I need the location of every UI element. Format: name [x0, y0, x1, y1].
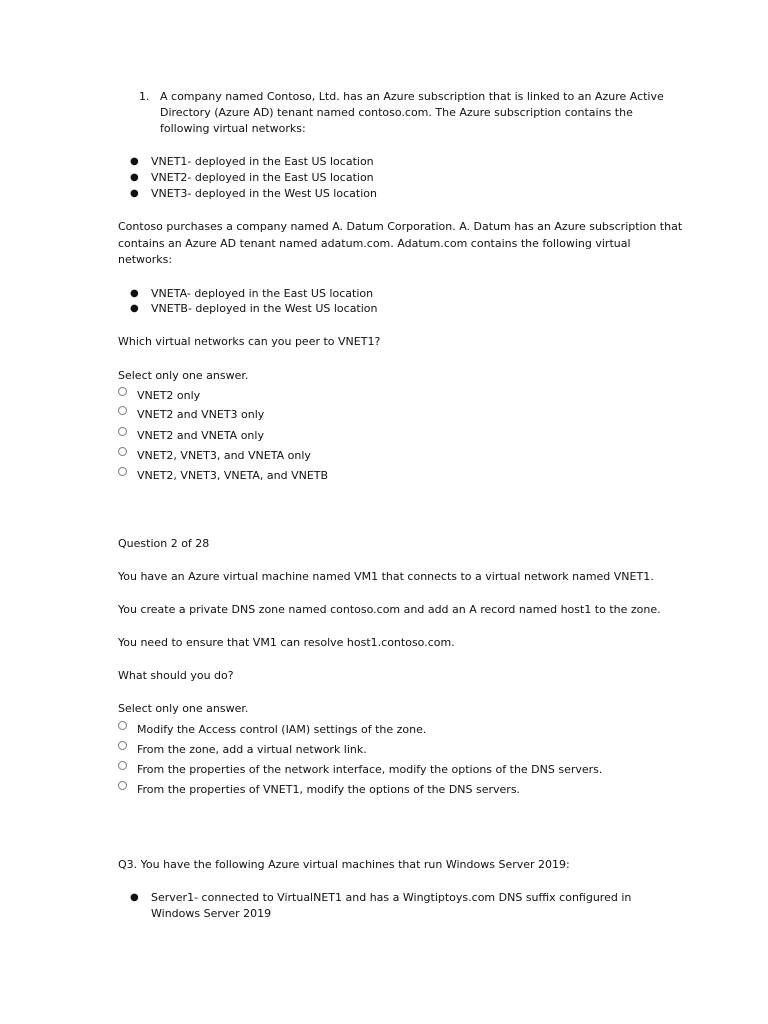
radio-button[interactable]	[118, 781, 127, 790]
q1-question: Which virtual networks can you peer to VNET1?	[118, 335, 381, 348]
q1-bullet-2: VNET2- deployed in the East US location	[151, 171, 374, 184]
q2-instruction: Select only one answer.	[118, 702, 249, 715]
q1-option-5[interactable]: VNET2, VNET3, VNETA, and VNETB	[137, 469, 329, 482]
q1-para-line-3: networks:	[118, 253, 173, 266]
q1-bullet2-1: VNETA- deployed in the East US location	[151, 287, 374, 300]
q1-option-3[interactable]: VNET2 and VNETA only	[137, 429, 264, 442]
bullet-marker: ●	[130, 892, 139, 903]
radio-button[interactable]	[118, 427, 127, 436]
q2-line-4: What should you do?	[118, 669, 234, 682]
q1-option-1[interactable]: VNET2 only	[137, 389, 201, 402]
bullet-marker: ●	[130, 288, 139, 299]
q3-bullet-line-2: Windows Server 2019	[151, 907, 272, 920]
bullet-marker: ●	[130, 303, 139, 314]
bullet-marker: ●	[130, 156, 139, 167]
q3-stem: Q3. You have the following Azure virtual machines that run Windows Server 2019:	[118, 858, 570, 871]
radio-button[interactable]	[118, 387, 127, 396]
q2-option-4[interactable]: From the properties of VNET1, modify the options of the DNS servers.	[137, 783, 521, 796]
bullet-marker: ●	[130, 188, 139, 199]
q1-bullet-1: VNET1- deployed in the East US location	[151, 155, 374, 168]
q1-option-2[interactable]: VNET2 and VNET3 only	[137, 408, 265, 421]
q1-option-4[interactable]: VNET2, VNET3, and VNETA only	[137, 449, 311, 462]
radio-button[interactable]	[118, 741, 127, 750]
q2-line-3: You need to ensure that VM1 can resolve host1.contoso.com.	[118, 636, 455, 649]
q1-number: 1.	[139, 90, 150, 103]
q2-line-1: You have an Azure virtual machine named VM1 that connects to a virtual network named VNET1.	[118, 570, 654, 583]
q1-para-line-2: contains an Azure AD tenant named adatum.com. Adatum.com contains the following virtual	[118, 237, 631, 250]
q1-bullet-3: VNET3- deployed in the West US location	[151, 187, 377, 200]
q1-stem-line-1: A company named Contoso, Ltd. has an Azure subscription that is linked to an Azure Active	[160, 90, 664, 103]
q3-bullet-line-1: Server1- connected to VirtualNET1 and has a Wingtiptoys.com DNS suffix configured in	[151, 891, 632, 904]
q1-para-line-1: Contoso purchases a company named A. Datum Corporation. A. Datum has an Azure subscription that	[118, 220, 683, 233]
q2-option-2[interactable]: From the zone, add a virtual network link.	[137, 743, 367, 756]
q1-stem-line-3: following virtual networks:	[160, 122, 306, 135]
radio-button[interactable]	[118, 447, 127, 456]
radio-button[interactable]	[118, 467, 127, 476]
radio-button[interactable]	[118, 761, 127, 770]
q2-header: Question 2 of 28	[118, 537, 210, 550]
bullet-marker: ●	[130, 172, 139, 183]
q2-option-1[interactable]: Modify the Access control (IAM) settings of the zone.	[137, 723, 427, 736]
q2-option-3[interactable]: From the properties of the network interface, modify the options of the DNS servers.	[137, 763, 603, 776]
q2-line-2: You create a private DNS zone named contoso.com and add an A record named host1 to the zone.	[118, 603, 661, 616]
radio-button[interactable]	[118, 406, 127, 415]
q1-stem-line-2: Directory (Azure AD) tenant named contoso.com. The Azure subscription contains the	[160, 106, 633, 119]
q1-bullet2-2: VNETB- deployed in the West US location	[151, 302, 378, 315]
radio-button[interactable]	[118, 721, 127, 730]
q1-instruction: Select only one answer.	[118, 369, 249, 382]
